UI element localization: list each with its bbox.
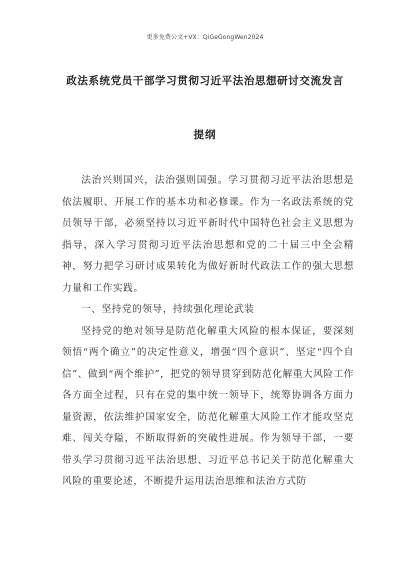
section-heading: 一、坚持党的领导，持续强化理论武装 [81, 304, 255, 315]
document-title: 政法系统党员干部学习贯彻习近平法治思想研讨交流发言 [66, 75, 344, 87]
document-body [62, 170, 354, 493]
section-paragraph: 坚持党的绝对领导是防范化解重大风险的根本保证，要深刻领悟“两个确立”的决定性意义，增强“四个意识”、坚定“四个自信”、做到“两个维护”，把党的领导贯穿到防范化解重大风险工作各方面全过程，只有在党的集中统一领导下，统筹协调各方面力量资源，依法维护国家安全，防范化解重大风险工作才能攻坚克难、闯关夺隘，不断取得新的突破性进展。作为领导干部，一要带头学习贯彻习近平法治思想、习近平总书记关于防范化解重大风险的重要论述，不断提升运用法治思维和法治方式防 [62, 325, 354, 487]
intro-paragraph: 法治兴则国兴，法治强则国强。学习贯彻习近平法治思想是依法履职、开展工作的基本功和必修课。作为一名政法系统的党员领导干部，必须坚持以习近平新时代中国特色社会主义思想为指导，深入学习贯彻习近平法治思想和党的二十届三中全会精神，努力把学习研讨成果转化为做好新时代政法工作的强大思想力量和工作实践。 [62, 175, 354, 294]
document-subtitle: 提纲 [193, 129, 217, 141]
header-note: 更多免费公文+VX：QiGeGongWen2024 [146, 34, 264, 41]
